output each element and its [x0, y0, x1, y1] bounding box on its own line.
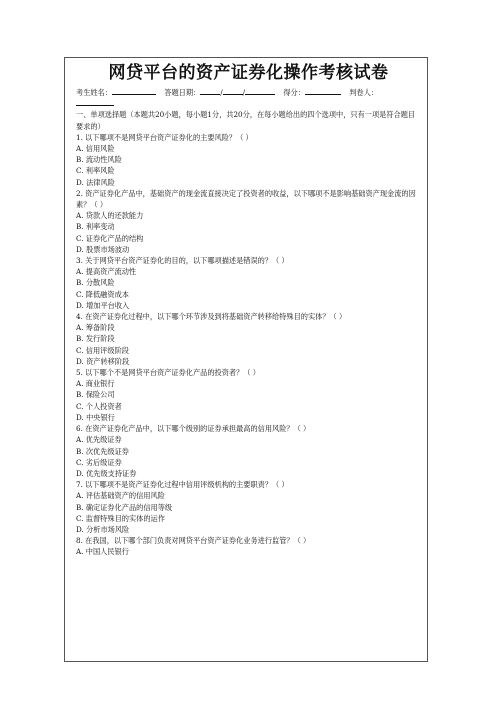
date-day-blank[interactable]	[245, 87, 275, 95]
option-D[interactable]: D. 资产转移阶段	[76, 356, 130, 366]
grader-blank[interactable]	[76, 98, 114, 106]
option-C[interactable]: C. 个人投资者	[76, 401, 122, 411]
option-B[interactable]: B. 利率变动	[76, 222, 115, 232]
option-D[interactable]: D. 分析市场风险	[76, 524, 130, 534]
option-B[interactable]: B. 次优先级证券	[76, 446, 129, 456]
option-D[interactable]: D. 法律风险	[76, 177, 115, 187]
question-stem: 2. 资产证券化产品中，基础资产的现金流直接决定了投资者的收益，以下哪项不是影响基础资产现金流的因素？（ ）	[76, 188, 416, 210]
option-B[interactable]: B. 保险公司	[76, 390, 115, 400]
option-C[interactable]: C. 劣后级证券	[76, 457, 122, 467]
name-blank[interactable]	[112, 87, 156, 95]
date-label: 答题日期：	[164, 88, 201, 97]
question-stem: 1. 以下哪项不是网贷平台资产证券化的主要风险？（ ）	[76, 132, 253, 142]
score-blank[interactable]	[305, 87, 341, 95]
question-1	[76, 132, 421, 188]
section-heading: 一、单项选择题（本题共20小题，每小题1分，共20分，在每小题给出的四个选项中，只有一项是符合题目要求的）	[76, 110, 416, 131]
option-C[interactable]: C. 证券化产品的结构	[76, 233, 144, 243]
grader-row	[76, 98, 421, 109]
exam-title: 网贷平台的资产证券化操作考核试卷	[108, 63, 389, 83]
option-B[interactable]: B. 流动性风险	[76, 155, 122, 165]
date-month-blank[interactable]	[223, 87, 243, 95]
option-B[interactable]: B. 发行阶段	[76, 334, 115, 344]
question-2	[76, 188, 421, 255]
name-label: 考生姓名：	[76, 88, 112, 97]
date-year-blank[interactable]	[200, 87, 220, 95]
option-A[interactable]: A. 筹备阶段	[76, 323, 115, 333]
option-B[interactable]: B. 分散风险	[76, 278, 115, 288]
option-C[interactable]: C. 利率风险	[76, 166, 115, 176]
score-label: 得分：	[283, 88, 305, 97]
question-3	[76, 255, 421, 311]
question-stem: 4. 在资产证券化过程中，以下哪个环节涉及到将基础资产转移给特殊目的实体？（ ）	[76, 312, 347, 322]
question-4	[76, 311, 421, 367]
option-C[interactable]: C. 监督特殊目的实体的运作	[76, 513, 165, 523]
question-stem: 6. 在资产证券化产品中，以下哪个级别的证券承担最高的信用风险？（ ）	[76, 424, 311, 434]
option-D[interactable]: D. 优先级支持证券	[76, 468, 137, 478]
option-A[interactable]: A. 贷款人的还款能力	[76, 211, 144, 221]
option-A[interactable]: A. 提高资产流动性	[76, 267, 137, 277]
question-stem: 3. 关于网贷平台资产证券化的目的，以下哪项描述是错误的？（ ）	[76, 256, 289, 266]
option-C[interactable]: C. 信用评级阶段	[76, 345, 129, 355]
question-stem: 5. 以下哪个不是网贷平台资产证券化产品的投资者？（ ）	[76, 368, 260, 378]
option-A[interactable]: A. 信用风险	[76, 144, 115, 154]
exam-paper	[76, 60, 421, 558]
option-D[interactable]: D. 中央银行	[76, 412, 115, 422]
option-A[interactable]: A. 评估基础资产的信用风险	[76, 491, 165, 501]
option-D[interactable]: D. 增加平台收入	[76, 300, 130, 310]
grader-label: 判卷人：	[349, 88, 378, 97]
option-A[interactable]: A. 商业银行	[76, 379, 115, 389]
question-stem: 8. 在我国，以下哪个部门负责对网贷平台资产证券化业务进行监管？（ ）	[76, 536, 311, 546]
question-8	[76, 535, 421, 557]
question-5	[76, 367, 421, 423]
question-stem: 7. 以下哪项不是资产证券化过程中信用评级机构的主要职责？（ ）	[76, 480, 289, 490]
exam-info-row: 考生姓名： 答题日期： / / 得分： 判卷人：	[76, 88, 378, 97]
option-B[interactable]: B. 确定证券化产品的信用等级	[76, 502, 173, 512]
option-C[interactable]: C. 降低融资成本	[76, 289, 129, 299]
question-list	[76, 132, 421, 558]
option-A[interactable]: A. 中国人民银行	[76, 547, 129, 557]
option-D[interactable]: D. 股票市场波动	[76, 244, 130, 254]
option-A[interactable]: A. 优先级证券	[76, 435, 122, 445]
question-6	[76, 423, 421, 479]
question-7	[76, 479, 421, 535]
